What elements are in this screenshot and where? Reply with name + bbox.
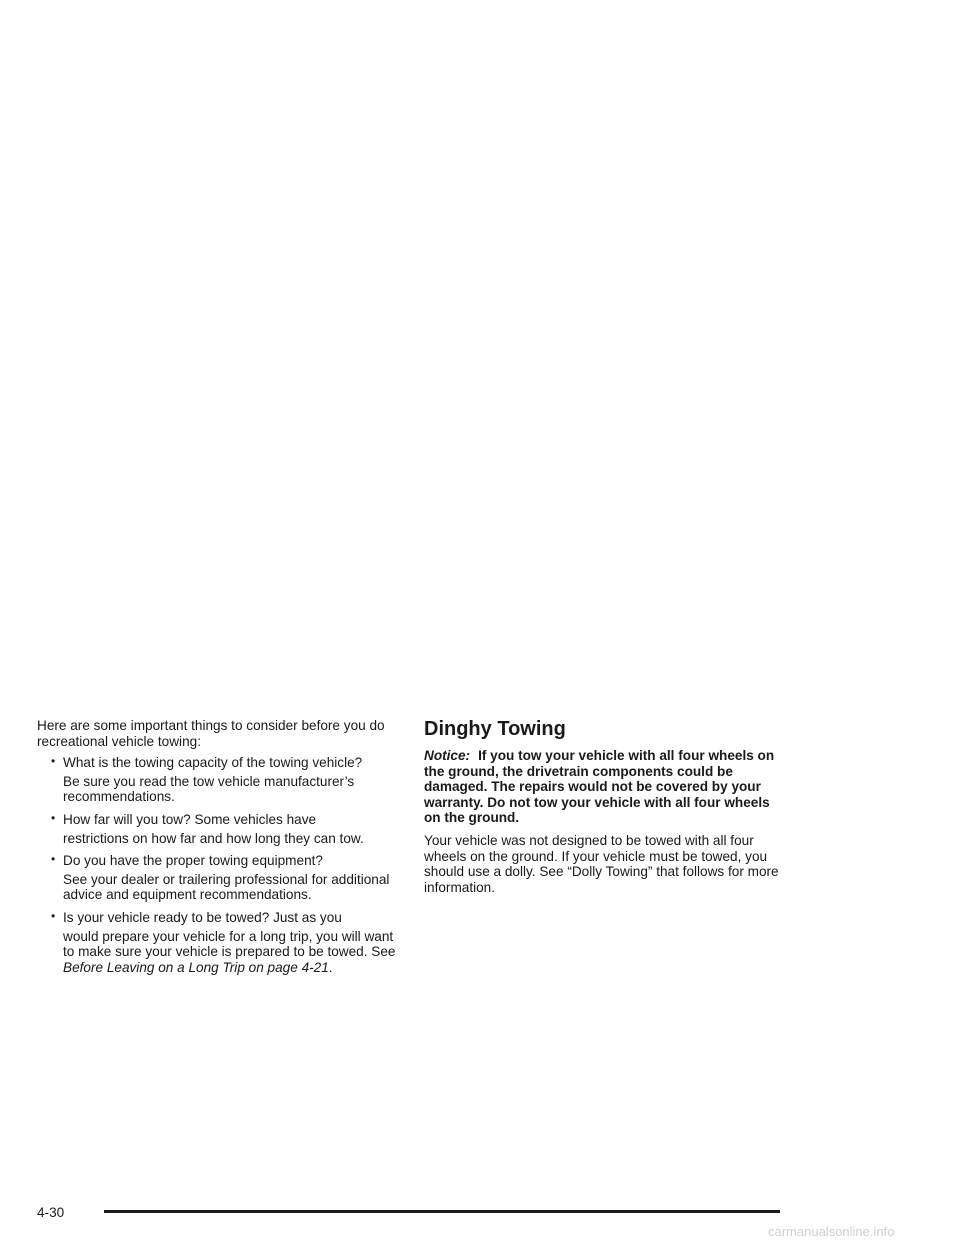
list-item (37, 910, 397, 975)
list-item-question: How far will you tow? Some vehicles have (63, 811, 317, 827)
list-item (37, 853, 397, 903)
bullet-icon: • (51, 810, 56, 825)
list-item-question: Do you have the proper towing equipment? (63, 853, 323, 869)
list-item-detail: Be sure you read the tow vehicle manufacturer’s recommendations. (63, 773, 355, 805)
bullet-icon: • (51, 908, 56, 923)
list-item-detail: See your dealer or trailering professional for additional advice and equipment recommendations. (63, 871, 390, 903)
list-item-question: What is the towing capacity of the towing vehicle? (63, 755, 363, 771)
section-heading: Dinghy Towing (424, 718, 566, 740)
page-number: 4-30 (37, 1205, 65, 1220)
notice-paragraph (424, 748, 786, 826)
right-column (424, 718, 786, 895)
bullet-icon: • (51, 754, 56, 769)
list-item-detail: would prepare your vehicle for a long trip, you will want to make sure your vehicle is prepared to be towed. See (63, 928, 396, 960)
list-item (37, 755, 397, 805)
notice-label: Notice: (424, 748, 471, 763)
notice-text: If you tow your vehicle with all four wheels on the ground, the drivetrain components could be damaged. The repairs would not be covered by your warranty. Do not tow your vehicle with all four wheels on the ground. (424, 748, 775, 826)
cross-reference-link[interactable]: Before Leaving on a Long Trip on page 4-21 (63, 959, 329, 975)
bullet-icon: • (51, 852, 56, 867)
watermark: carmanualsonline.info (768, 1224, 895, 1239)
left-column (37, 718, 397, 982)
list-item (37, 812, 397, 846)
consideration-list (37, 755, 397, 975)
list-item-detail: restrictions on how far and how long they can tow. (63, 830, 364, 846)
footer-rule (104, 1210, 780, 1213)
list-item-end: . (328, 959, 333, 975)
list-item-question: Is your vehicle ready to be towed? Just as you (63, 909, 342, 925)
body-paragraph: Your vehicle was not designed to be towed with all four wheels on the ground. If your vehicle must be towed, you should use a dolly. See “Dolly Towing” that follows for more information. (424, 832, 779, 895)
intro-paragraph: Here are some important things to consider before you do recreational vehicle towing: (37, 718, 385, 749)
